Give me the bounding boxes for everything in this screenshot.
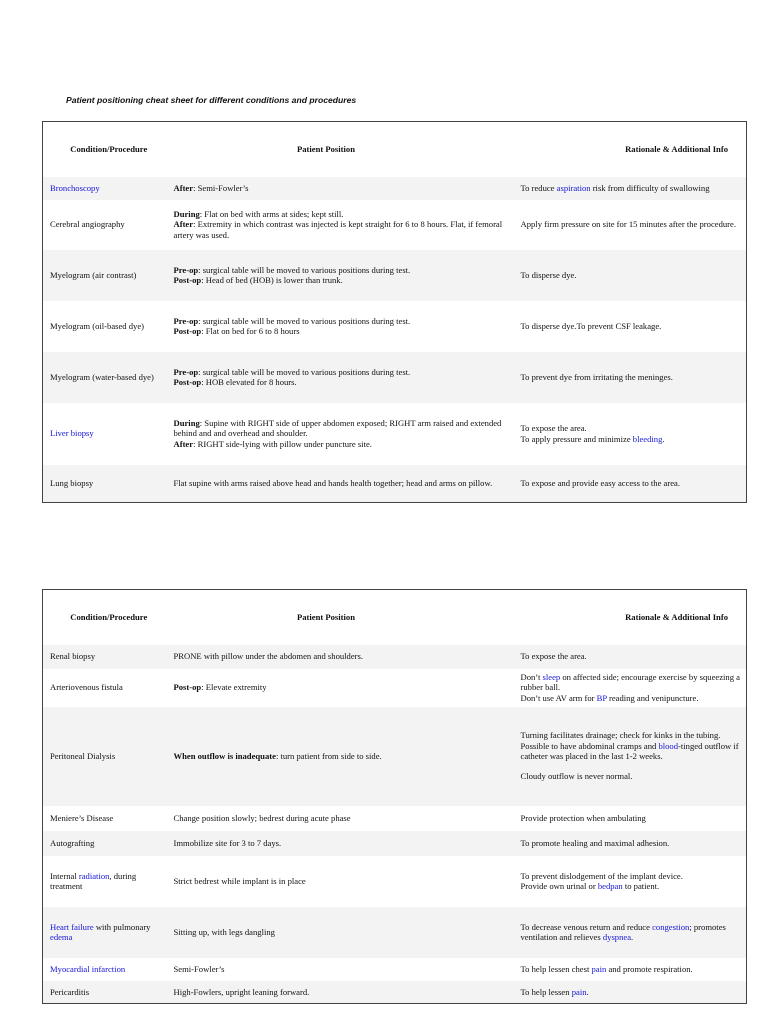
text-run: To prevent dye from irritating the meninges. bbox=[520, 371, 673, 382]
text-run: Apply firm pressure on site for 15 minutes after the procedure. bbox=[520, 219, 736, 230]
position-cell bbox=[169, 465, 514, 503]
position-cell bbox=[169, 669, 514, 707]
bold-label: Post-op bbox=[173, 682, 202, 693]
text-run: Immobilize site for 3 to 7 days. bbox=[173, 837, 282, 848]
cell-line bbox=[521, 423, 741, 433]
cell-line bbox=[174, 987, 508, 997]
text-run: Pericarditis bbox=[50, 986, 90, 997]
rationale-cell bbox=[514, 707, 747, 806]
cell-line bbox=[174, 219, 508, 240]
cell-line bbox=[521, 964, 741, 974]
rationale-cell bbox=[514, 200, 747, 250]
cell-line bbox=[521, 838, 741, 848]
text-run: Myelogram (water-based dye) bbox=[50, 371, 154, 382]
cell-line bbox=[521, 183, 741, 193]
table-row bbox=[43, 856, 747, 907]
rationale-cell bbox=[514, 669, 747, 707]
document-title: Patient positioning cheat sheet for different conditions and procedures bbox=[66, 95, 357, 105]
text-run: To promote healing and maximal adhesion. bbox=[520, 837, 670, 848]
text-run: , during treatment bbox=[50, 870, 137, 891]
text-run: Semi-Fowler’s bbox=[173, 963, 225, 974]
cell-line bbox=[521, 693, 741, 703]
bold-label: After bbox=[173, 219, 194, 230]
text-run: To reduce bbox=[520, 182, 557, 193]
text-run: : turn patient from side to side. bbox=[275, 750, 382, 761]
cell-line bbox=[521, 871, 741, 881]
inline-link[interactable]: bleeding bbox=[632, 433, 663, 444]
text-run: To expose the area. bbox=[520, 423, 587, 434]
position-cell bbox=[169, 177, 514, 200]
bold-label: Post-op bbox=[173, 275, 202, 285]
bold-label: Pre-op bbox=[173, 315, 199, 326]
table-row bbox=[43, 200, 747, 250]
text-run: . bbox=[586, 986, 589, 997]
rationale-cell bbox=[514, 958, 747, 981]
header-condition: Condition/Procedure bbox=[70, 612, 148, 623]
text-run: : Supine with RIGHT side of upper abdomen exposed; RIGHT arm raised and extended behind and and overhead and shoulder. bbox=[173, 418, 502, 439]
condition-cell bbox=[43, 250, 169, 301]
table-row bbox=[43, 301, 747, 352]
text-run: reading and venipuncture. bbox=[606, 692, 699, 703]
condition-cell bbox=[43, 981, 169, 1004]
header-condition: Condition/Procedure bbox=[70, 144, 148, 155]
cell-line bbox=[521, 881, 741, 891]
text-run: : HOB elevated for 8 hours. bbox=[201, 377, 297, 387]
position-cell bbox=[169, 981, 514, 1004]
condition-cell bbox=[43, 856, 169, 907]
text-run: To disperse dye.To prevent CSF leakage. bbox=[520, 320, 662, 331]
text-run: : Elevate extremity bbox=[201, 682, 267, 693]
bold-label: After bbox=[173, 438, 194, 449]
text-run: To help lessen bbox=[520, 986, 572, 997]
cell-line bbox=[521, 813, 741, 823]
cell-line bbox=[521, 741, 741, 762]
text-run: risk from difficulty of swallowing bbox=[590, 182, 710, 193]
inline-link[interactable]: edema bbox=[50, 932, 73, 942]
text-run: Possible to have abdominal cramps and bbox=[520, 740, 659, 751]
inline-link[interactable]: blood bbox=[658, 740, 679, 751]
cell-line bbox=[521, 219, 741, 229]
inline-link[interactable]: radiation bbox=[78, 870, 110, 881]
cell-line bbox=[521, 270, 741, 280]
text-run: To prevent dislodgement of the implant device. bbox=[520, 870, 683, 881]
cell-line bbox=[174, 265, 508, 275]
position-cell bbox=[169, 907, 514, 958]
text-run: Renal biopsy bbox=[50, 651, 96, 662]
text-run: Strict bedrest while implant is in place bbox=[173, 875, 306, 886]
condition-cell bbox=[43, 958, 169, 981]
cell-line bbox=[174, 275, 508, 285]
table-row bbox=[43, 958, 747, 981]
condition-cell bbox=[43, 200, 169, 250]
inline-link[interactable]: bedpan bbox=[597, 881, 623, 891]
position-cell bbox=[169, 806, 514, 831]
header-rationale: Rationale & Additional Info bbox=[625, 612, 728, 623]
table-row bbox=[43, 907, 747, 958]
cell-line bbox=[521, 478, 741, 488]
text-run: Arteriovenous fistula bbox=[50, 682, 123, 693]
text-run: : Extremity in which contrast was injected is kept straight for 6 to 8 hours. Flat, if femoral artery was used. bbox=[173, 219, 503, 240]
cell-line bbox=[174, 651, 508, 661]
text-run: Myelogram (oil-based dye) bbox=[50, 320, 145, 331]
position-cell bbox=[169, 958, 514, 981]
condition-cell bbox=[43, 707, 169, 806]
position-cell bbox=[169, 403, 514, 465]
cell-line bbox=[521, 672, 741, 693]
cell-line bbox=[174, 927, 508, 937]
condition-cell bbox=[43, 301, 169, 352]
condition-cell bbox=[43, 669, 169, 707]
text-run: to patient. bbox=[622, 881, 660, 891]
condition-cell bbox=[43, 465, 169, 503]
text-run: To apply pressure and minimize bbox=[520, 433, 633, 444]
bold-label: During bbox=[173, 418, 200, 429]
table-row bbox=[43, 669, 747, 707]
position-cell bbox=[169, 301, 514, 352]
text-run: on affected side; encourage exercise by squeezing a rubber ball. bbox=[520, 672, 740, 693]
inline-link[interactable]: Heart failure bbox=[50, 921, 94, 932]
table-row bbox=[43, 465, 747, 503]
text-run: : Semi-Fowler’s bbox=[193, 182, 249, 193]
cell-line bbox=[174, 209, 508, 219]
cell-line bbox=[174, 876, 508, 886]
text-run: To help lessen chest bbox=[520, 963, 592, 974]
rationale-cell bbox=[514, 403, 747, 465]
text-run: Sitting up, with legs dangling bbox=[173, 926, 275, 937]
cell-line bbox=[521, 434, 741, 444]
text-run: : surgical table will be moved to various positions during test. bbox=[198, 264, 411, 275]
text-run: To decrease venous return and reduce bbox=[520, 921, 653, 932]
table-row bbox=[43, 806, 747, 831]
bold-label: After bbox=[173, 182, 194, 193]
text-run: Provide own urinal or bbox=[520, 881, 598, 891]
rationale-cell bbox=[514, 465, 747, 503]
condition-cell bbox=[43, 907, 169, 958]
cell-line bbox=[174, 439, 508, 449]
text-run: : Flat on bed for 6 to 8 hours bbox=[201, 326, 300, 336]
rationale-cell bbox=[514, 645, 747, 669]
bold-label: Pre-op bbox=[173, 264, 199, 275]
text-run: : Flat on bed with arms at sides; kept still. bbox=[199, 209, 344, 220]
cell-line bbox=[174, 964, 508, 974]
text-run: Cloudy outflow is never normal. bbox=[520, 771, 633, 782]
table-row bbox=[43, 352, 747, 403]
inline-link[interactable]: dyspnea bbox=[602, 932, 632, 942]
table-row bbox=[43, 707, 747, 806]
table-row bbox=[43, 250, 747, 301]
cell-line bbox=[174, 418, 508, 439]
inline-link[interactable]: congestion bbox=[652, 921, 690, 932]
rationale-cell bbox=[514, 856, 747, 907]
text-run: High-Fowlers, upright leaning forward. bbox=[173, 986, 310, 997]
text-run: To disperse dye. bbox=[520, 269, 577, 280]
condition-cell bbox=[43, 403, 169, 465]
position-cell bbox=[169, 707, 514, 806]
text-run: : RIGHT side-lying with pillow under puncture site. bbox=[193, 438, 372, 449]
inline-link[interactable]: sleep bbox=[542, 672, 561, 683]
cell-line bbox=[521, 987, 741, 997]
text-run: : surgical table will be moved to various positions during test. bbox=[198, 366, 411, 377]
text-run: . bbox=[631, 932, 634, 942]
text-run: : surgical table will be moved to various positions during test. bbox=[198, 315, 411, 326]
bold-label: Pre-op bbox=[173, 366, 199, 377]
condition-cell bbox=[43, 645, 169, 669]
text-run: -tinged outflow if catheter was placed in the last 1-2 weeks. bbox=[520, 740, 739, 761]
bold-label: During bbox=[173, 209, 200, 220]
condition-cell bbox=[43, 831, 169, 856]
text-run: Flat supine with arms raised above head and hands health together; head and arms on pillow. bbox=[173, 478, 493, 489]
cell-line bbox=[174, 813, 508, 823]
text-run: and promote respiration. bbox=[606, 963, 693, 974]
cell-line bbox=[174, 377, 508, 387]
text-run: Turning facilitates drainage; check for kinks in the tubing. bbox=[520, 730, 721, 741]
position-cell bbox=[169, 856, 514, 907]
header-rationale: Rationale & Additional Info bbox=[625, 144, 728, 155]
cell-line bbox=[521, 771, 741, 781]
condition-cell bbox=[43, 352, 169, 403]
rationale-cell bbox=[514, 177, 747, 200]
text-run: Cerebral angiography bbox=[50, 219, 125, 230]
table-header-row bbox=[43, 590, 747, 645]
text-run: Lung biopsy bbox=[50, 478, 94, 489]
text-run: Myelogram (air contrast) bbox=[50, 269, 137, 280]
table-header-row bbox=[43, 122, 747, 177]
inline-link[interactable]: Liver biopsy bbox=[50, 428, 94, 439]
cell-line bbox=[174, 326, 508, 336]
position-cell bbox=[169, 831, 514, 856]
text-run: Change position slowly; bedrest during acute phase bbox=[173, 812, 351, 823]
text-run: Autografting bbox=[50, 837, 95, 848]
position-cell bbox=[169, 645, 514, 669]
cell-line bbox=[174, 751, 508, 761]
table-row bbox=[43, 177, 747, 200]
bold-label: Post-op bbox=[173, 326, 202, 336]
cell-line bbox=[174, 838, 508, 848]
cell-line bbox=[174, 316, 508, 326]
text-run: : Head of bed (HOB) is lower than trunk. bbox=[201, 275, 343, 285]
table-row bbox=[43, 645, 747, 669]
cell-line bbox=[521, 372, 741, 382]
bold-label: When outflow is inadequate bbox=[173, 750, 276, 761]
cell-line bbox=[521, 651, 741, 661]
text-run: To expose the area. bbox=[520, 651, 587, 662]
text-run: Don’t use AV arm for bbox=[520, 692, 597, 703]
text-run: with pulmonary bbox=[93, 921, 151, 932]
rationale-cell bbox=[514, 981, 747, 1004]
header-position: Patient Position bbox=[296, 144, 355, 155]
table-row bbox=[43, 403, 747, 465]
rationale-cell bbox=[514, 250, 747, 301]
text-run: PRONE with pillow under the abdomen and shoulders. bbox=[173, 651, 364, 662]
inline-link[interactable]: Myocardial infarction bbox=[50, 963, 126, 974]
cell-line bbox=[174, 367, 508, 377]
text-run: . bbox=[662, 433, 665, 444]
rationale-cell bbox=[514, 301, 747, 352]
cell-line bbox=[174, 183, 508, 193]
rationale-cell bbox=[514, 352, 747, 403]
cell-line bbox=[174, 682, 508, 692]
text-run: To expose and provide easy access to the area. bbox=[520, 478, 681, 489]
text-run: Peritoneal Dialysis bbox=[50, 750, 116, 761]
position-cell bbox=[169, 352, 514, 403]
position-cell bbox=[169, 250, 514, 301]
condition-cell bbox=[43, 177, 169, 200]
cell-line bbox=[521, 730, 741, 740]
cell-line bbox=[521, 922, 741, 943]
cell-line bbox=[174, 478, 508, 488]
rationale-cell bbox=[514, 806, 747, 831]
positioning-table-2 bbox=[42, 589, 747, 1004]
inline-link[interactable]: pain bbox=[591, 963, 607, 974]
text-run: Provide protection when ambulating bbox=[520, 812, 646, 823]
condition-cell bbox=[43, 806, 169, 831]
text-run: Don’t bbox=[520, 672, 543, 683]
table-row bbox=[43, 831, 747, 856]
positioning-table-1 bbox=[42, 121, 747, 503]
header-position: Patient Position bbox=[296, 612, 355, 623]
inline-link[interactable]: pain bbox=[571, 986, 587, 997]
position-cell bbox=[169, 200, 514, 250]
rationale-cell bbox=[514, 907, 747, 958]
text-run: Internal bbox=[50, 870, 79, 881]
rationale-cell bbox=[514, 831, 747, 856]
text-run: Meniere’s Disease bbox=[50, 812, 114, 823]
inline-link[interactable]: Bronchoscopy bbox=[50, 182, 100, 193]
inline-link[interactable]: aspiration bbox=[556, 182, 591, 193]
table-row bbox=[43, 981, 747, 1004]
cell-line bbox=[521, 321, 741, 331]
bold-label: Post-op bbox=[173, 377, 202, 387]
inline-link[interactable]: BP bbox=[596, 692, 607, 703]
text-run: ; promotes ventilation and relieves bbox=[520, 921, 726, 942]
